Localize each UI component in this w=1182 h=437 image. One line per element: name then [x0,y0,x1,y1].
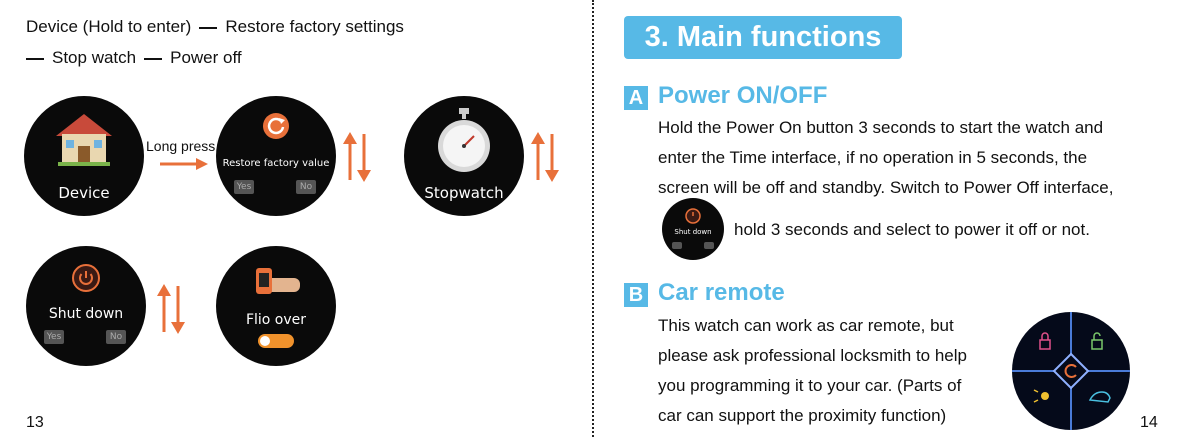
dash [144,58,162,60]
shutdown-label: Shut down [48,306,124,322]
text-power-off: Power off [170,48,242,67]
up-down-arrows-icon [340,132,374,182]
yes-button[interactable]: Yes [234,180,254,194]
mini-yes-button [672,242,682,249]
flip-over-label: Flio over [245,312,307,328]
section-b-line-1: This watch can work as car remote, but [658,316,954,335]
page-divider [592,0,594,437]
house-icon [52,110,116,168]
section-b-line-4: car can support the proximity function) [658,406,947,425]
flip-over-watch-face [216,246,336,366]
text-stopwatch: Stop watch [52,48,137,67]
yes-button[interactable]: Yes [44,330,64,344]
car-remote-dial [1012,312,1130,430]
long-press-label: Long press [146,138,216,154]
mini-no-button [704,242,714,249]
shutdown-watch-face [26,246,146,366]
refresh-icon [262,112,290,140]
menu-line-1 [26,17,404,37]
section-b-letter: B [624,283,648,307]
device-label: Device [58,184,110,202]
section-a-letter: A [624,86,648,110]
no-button[interactable]: No [106,330,126,344]
restore-watch-face [216,96,336,216]
shutdown-mini-watch [662,198,724,260]
text-device-hold: Device (Hold to enter) [26,17,192,36]
restore-label: Restore factory value [222,158,330,169]
section-a-title: Power ON/OFF [658,82,828,109]
section-a-line-3: screen will be off and standby. Switch to Power Off interface, [658,178,1114,197]
toggle-knob [260,336,270,346]
car-remote-watch-face [1012,312,1130,430]
section-a-line-1: Hold the Power On button 3 seconds to start the watch and [658,118,1104,137]
right-arrow-icon [160,156,210,172]
section-b-line-2: please ask professional locksmith to help [658,346,967,365]
menu-line-2 [26,48,242,68]
section-a-line-2: enter the Time interface, if no operation in 5 seconds, the [658,148,1088,167]
power-icon [685,208,701,224]
main-title: 3. Main functions [624,16,902,59]
device-watch-face [24,96,144,216]
section-b-title: Car remote [658,279,785,306]
flip-toggle[interactable] [258,334,294,348]
section-b-line-3: you programming it to your car. (Parts of [658,376,962,395]
power-icon [72,264,100,292]
section-a-line-4: hold 3 seconds and select to power it off or not. [734,220,1090,239]
dash [199,27,217,29]
up-down-arrows-icon [528,132,562,182]
stopwatch-watch-face [404,96,524,216]
mini-shutdown-label: Shut down [674,228,712,236]
page-number-left: 13 [26,414,44,431]
stopwatch-icon [434,108,494,174]
dash [26,58,44,60]
text-restore: Restore factory settings [225,17,404,36]
no-button[interactable]: No [296,180,316,194]
up-down-arrows-icon [154,284,188,334]
wrist-watch-icon [252,264,302,300]
page-number-right: 14 [1140,414,1158,431]
stopwatch-label: Stopwatch [424,184,504,202]
